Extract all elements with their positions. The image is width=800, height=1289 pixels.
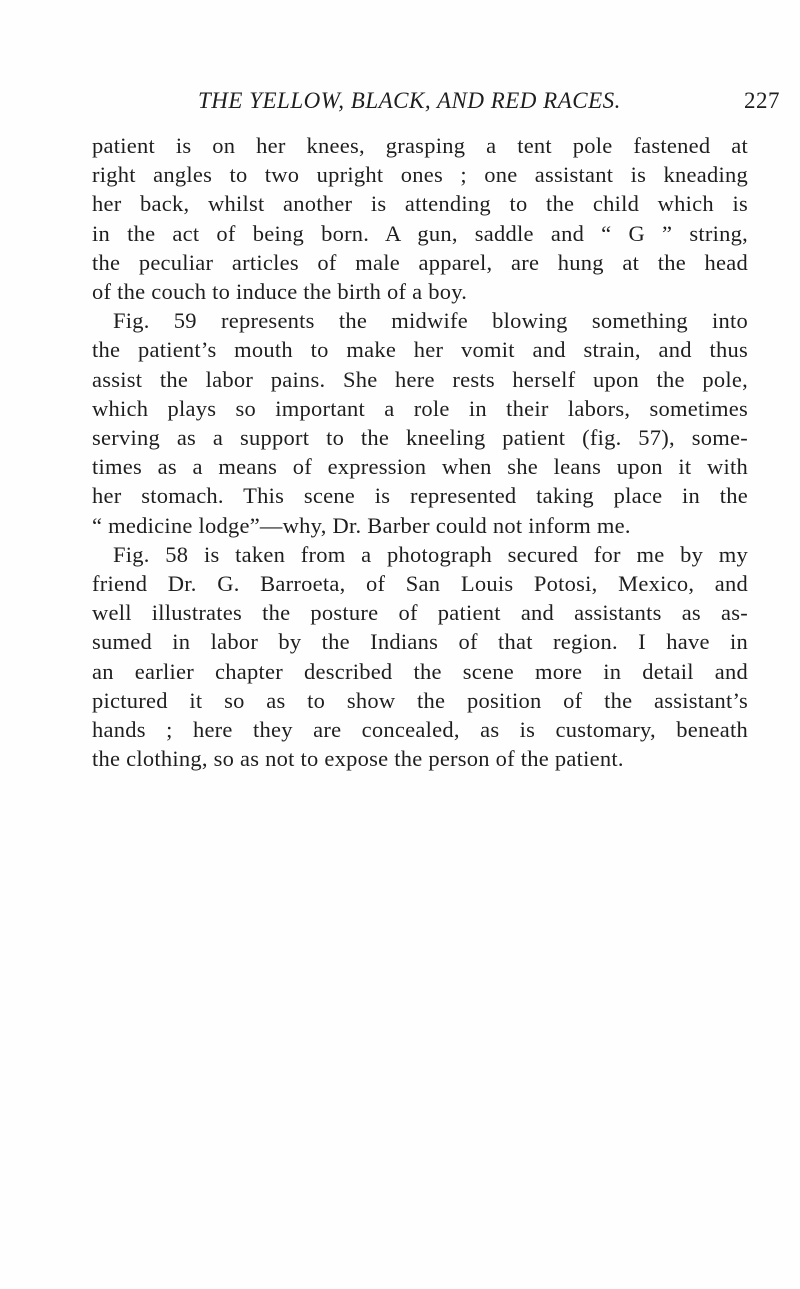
- page-number: 227: [744, 88, 780, 113]
- paragraph: [92, 131, 748, 306]
- text-line: times as a means of expression when she leans upon it with: [92, 454, 748, 480]
- text-line: which plays so important a role in their labors, sometimes: [92, 395, 748, 421]
- text-line: Fig. 59 represents the midwife blowing something into: [113, 308, 748, 334]
- text-line: an earlier chapter described the scene more in detail and: [92, 658, 748, 684]
- text-line: patient is on her knees, grasping a tent pole fastened at: [92, 133, 748, 158]
- body-text: [92, 131, 748, 773]
- text-line: Fig. 58 is taken from a photograph secured for me by my: [113, 541, 748, 567]
- running-head-title: THE YELLOW, BLACK, AND RED RACES.: [198, 88, 621, 113]
- text-line: her stomach. This scene is represented taking place in the: [92, 483, 748, 509]
- text-line: well illustrates the posture of patient and assistants as as-: [92, 600, 748, 626]
- text-line: of the couch to induce the birth of a boy.: [92, 279, 468, 305]
- text-line: the peculiar articles of male apparel, are hung at the head: [92, 249, 748, 275]
- text-line: pictured it so as to show the position of the assistant’s: [92, 687, 748, 713]
- text-line: right angles to two upright ones ; one assistant is kneading: [92, 162, 748, 188]
- text-line: hands ; here they are concealed, as is customary, beneath: [92, 717, 748, 743]
- paragraph: [92, 306, 748, 540]
- running-head: [198, 88, 780, 118]
- text-line: friend Dr. G. Barroeta, of San Louis Potosi, Mexico, and: [92, 571, 748, 597]
- text-line: the clothing, so as not to expose the person of the patient.: [92, 746, 624, 772]
- text-line: assist the labor pains. She here rests herself upon the pole,: [92, 366, 748, 392]
- text-line: “ medicine lodge”—why, Dr. Barber could not inform me.: [92, 512, 631, 538]
- text-line: the patient’s mouth to make her vomit and strain, and thus: [92, 337, 748, 363]
- text-line: serving as a support to the kneeling patient (fig. 57), some-: [92, 425, 748, 451]
- text-line: in the act of being born. A gun, saddle and “ G ” string,: [92, 220, 748, 246]
- text-line: sumed in labor by the Indians of that region. I have in: [92, 629, 748, 655]
- text-line: her back, whilst another is attending to the child which is: [92, 191, 748, 217]
- paragraph: [92, 540, 748, 774]
